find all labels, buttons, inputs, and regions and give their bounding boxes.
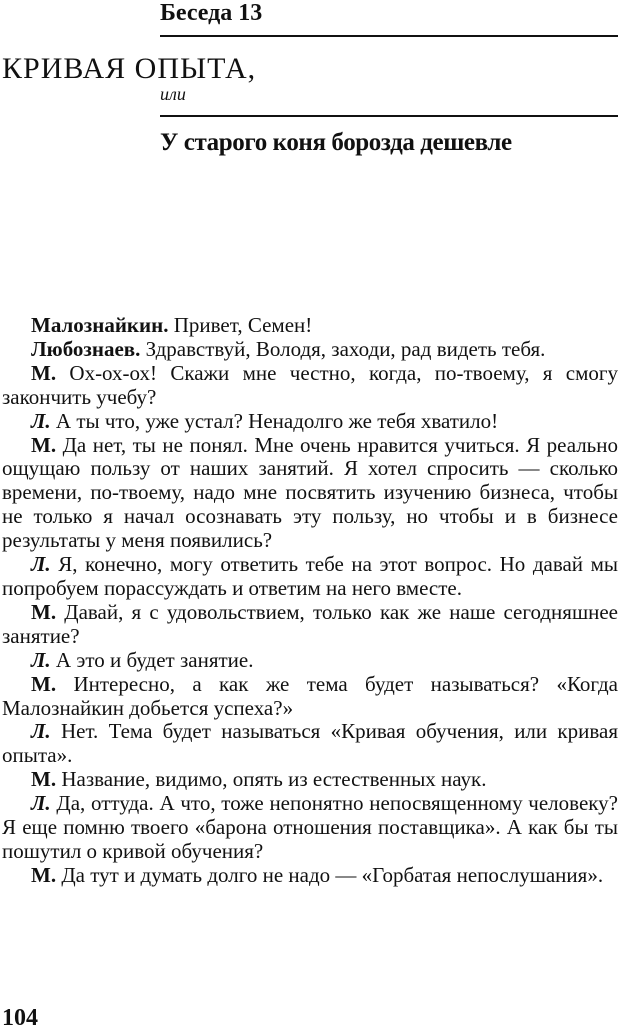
speaker-name: М. <box>31 599 57 624</box>
speaker-name: М. <box>31 432 57 457</box>
dialogue-line <box>2 410 618 434</box>
middle-rule <box>160 115 618 117</box>
line-text: Здравствуй, Володя, заходи, рад видеть тебя. <box>140 336 546 361</box>
dialogue-line <box>2 673 618 721</box>
dialogue-line <box>2 720 618 768</box>
speaker-name: М. <box>31 862 57 887</box>
speaker-name: Л. <box>31 719 51 744</box>
main-title: КРИВАЯ ОПЫТА, <box>2 52 257 85</box>
speaker-name: М. <box>31 360 57 385</box>
dialogue-line <box>2 601 618 649</box>
speaker-name: Любознаев. <box>31 336 141 361</box>
line-text: Давай, я с удовольствием, только как же наше сегодняшнее занятие? <box>2 599 618 648</box>
line-text: А ты что, уже устал? Ненадолго же тебя хватило! <box>50 408 499 433</box>
line-text: Привет, Семен! <box>168 313 313 337</box>
dialogue-line <box>2 362 618 410</box>
chapter-label: Беседа 13 <box>160 0 263 26</box>
speaker-name: Л. <box>31 552 51 577</box>
line-text: Название, видимо, опять из естественных наук. <box>56 767 487 792</box>
line-text: Да тут и думать долго не надо — «Горбатая непослушания». <box>56 862 604 887</box>
line-text: Да нет, ты не понял. Мне очень нравится учиться. Я реально ощущаю пользу от наших занятий. Я хотел спросить — сколько времени, по-твоему, надо мне посвятить изучению бизнеса, чтобы не только я начал осознавать эту пользу, но чтобы и в бизнесе результаты у меня появились? <box>2 432 618 553</box>
dialogue-body <box>2 314 618 888</box>
page-number: 104 <box>2 1005 38 1031</box>
dialogue-line <box>2 434 618 554</box>
title-connector: или <box>160 84 186 104</box>
line-text: Интересно, а как же тема будет называться? «Когда Малознайкин добьется успеха?» <box>2 671 618 720</box>
speaker-name: Малознайкин. <box>31 313 169 337</box>
speaker-name: М. <box>31 767 57 792</box>
dialogue-line <box>2 768 618 792</box>
line-text: А это и будет занятие. <box>50 647 254 672</box>
line-text: Ох-ох-ох! Скажи мне честно, когда, по-твоему, я смогу закончить учебу? <box>2 360 618 409</box>
subtitle: У старого коня борозда дешевле <box>160 129 512 156</box>
speaker-name: Л. <box>31 647 51 672</box>
dialogue-line <box>2 338 618 362</box>
speaker-name: М. <box>31 671 57 696</box>
dialogue-line <box>2 864 618 888</box>
dialogue-line <box>2 649 618 673</box>
line-text: Да, оттуда. А что, тоже непонятно непосвященному человеку? Я еще помню твоего «барона отношения поставщика». А как бы ты пошутил о кривой обучения? <box>2 791 618 863</box>
speaker-name: Л. <box>31 408 51 433</box>
line-text: Я, конечно, могу ответить тебе на этот вопрос. Но давай мы попробуем порассуждать и ответим на него вместе. <box>2 552 618 600</box>
dialogue-line <box>2 792 618 864</box>
dialogue-line <box>2 553 618 601</box>
speaker-name: Л. <box>31 791 51 816</box>
dialogue-line <box>2 314 618 338</box>
top-rule <box>160 35 618 37</box>
line-text: Нет. Тема будет называться «Кривая обучения, или кривая опыта». <box>2 719 618 768</box>
